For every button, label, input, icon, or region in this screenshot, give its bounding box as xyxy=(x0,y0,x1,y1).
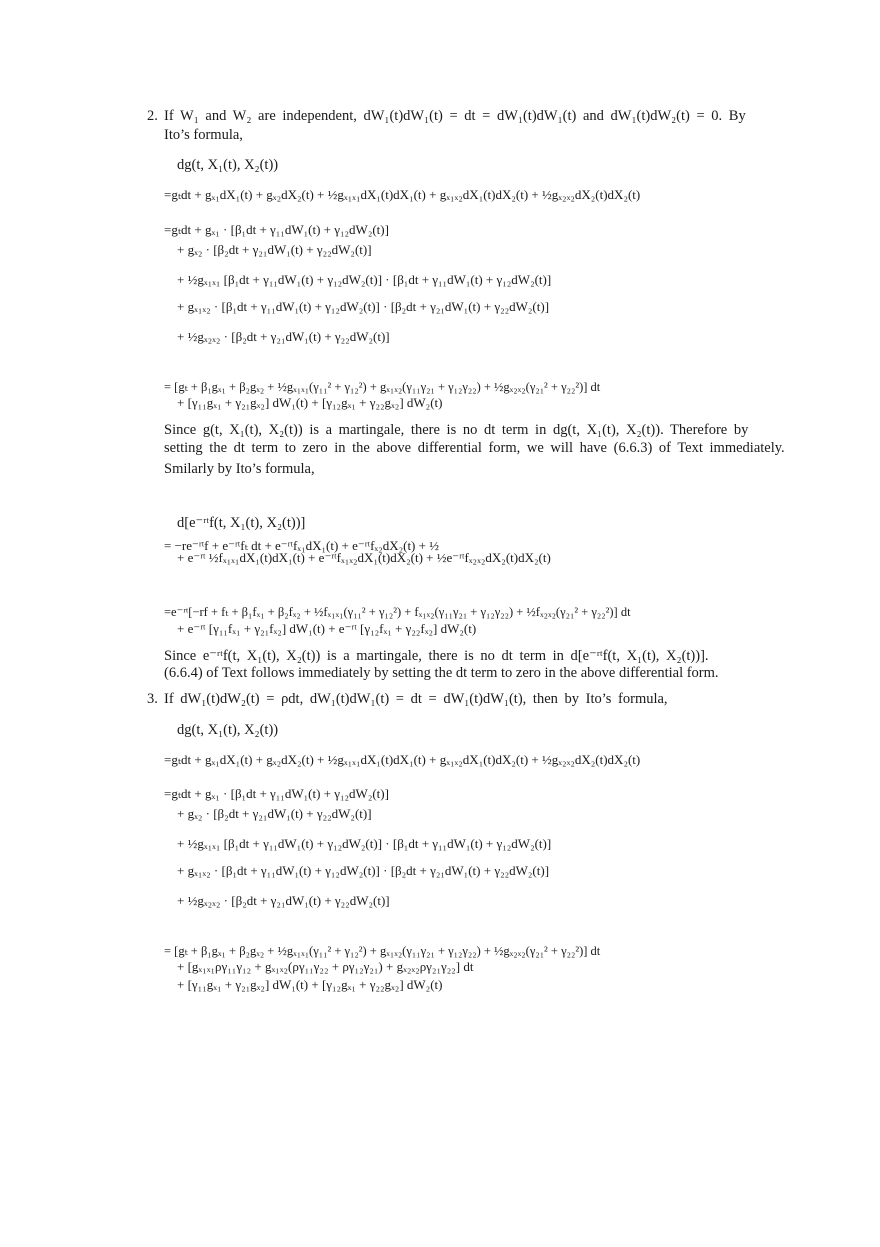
equation-line: + gₓ₂ · [β₂dt + γ₂₁dW₁(t) + γ₂₂dW₂(t)] xyxy=(177,806,372,821)
paragraph-line: Since g(t, X₁(t), X₂(t)) is a martingale, there is no dt term in dg(t, X₁(t), X₂(t)). Therefore by xyxy=(164,422,749,438)
equation-lhs: dg(t, X₁(t), X₂(t)) xyxy=(177,722,279,738)
equation-line: =gₜdt + gₓ₁dX₁(t) + gₓ₂dX₂(t) + ½gₓ₁ₓ₁dX₁(t)dX₁(t) + gₓ₁ₓ₂dX₁(t)dX₂(t) + ½gₓ₂ₓ₂dX₂(t)dX₂(t) xyxy=(164,187,641,202)
equation-line: + ½gₓ₁ₓ₁ [β₁dt + γ₁₁dW₁(t) + γ₁₂dW₂(t)] · [β₁dt + γ₁₁dW₁(t) + γ₁₂dW₂(t)] xyxy=(177,836,552,851)
paragraph-line: If dW₁(t)dW₂(t) = ρdt, dW₁(t)dW₁(t) = dt = dW₁(t)dW₁(t), then by Ito’s formula, xyxy=(164,691,668,707)
equation-line: + e⁻ʳᵗ ½fₓ₁ₓ₁dX₁(t)dX₁(t) + e⁻ʳᵗfₓ₁ₓ₂dX₁(t)dX₂(t) + ½e⁻ʳᵗfₓ₂ₓ₂dX₂(t)dX₂(t) xyxy=(177,550,551,565)
equation-lhs: d[e⁻ʳᵗf(t, X₁(t), X₂(t))] xyxy=(177,515,306,531)
equation-lhs: dg(t, X₁(t), X₂(t)) xyxy=(177,157,279,173)
item-number: 2. xyxy=(147,108,158,124)
paragraph-line: Smilarly by Ito’s formula, xyxy=(164,461,315,477)
equation-line: = −re⁻ʳᵗf + e⁻ʳᵗfₜ dt + e⁻ʳᵗfₓ₁dX₁(t) + e⁻ʳᵗfₓ₂dX₂(t) + ½ xyxy=(164,538,439,553)
equation-line: + [gₓ₁ₓ₁ργ₁₁γ₁₂ + gₓ₁ₓ₂(ργ₁₁γ₂₂ + ργ₁₂γ₂₁) + gₓ₂ₓ₂ργ₂₁γ₂₂] dt xyxy=(177,959,474,974)
item-number: 3. xyxy=(147,691,158,707)
equation-line: + ½gₓ₂ₓ₂ · [β₂dt + γ₂₁dW₁(t) + γ₂₂dW₂(t)] xyxy=(177,329,390,344)
paragraph-line: setting the dt term to zero in the above differential form, we will have (6.6.3) of Text immediately. xyxy=(164,440,785,456)
equation-line: + e⁻ʳᵗ [γ₁₁fₓ₁ + γ₂₁fₓ₂] dW₁(t) + e⁻ʳᵗ [γ₁₂fₓ₁ + γ₂₂fₓ₂] dW₂(t) xyxy=(177,621,477,636)
equation-line: =gₜdt + gₓ₁ · [β₁dt + γ₁₁dW₁(t) + γ₁₂dW₂(t)] xyxy=(164,786,389,801)
equation-line: =gₜdt + gₓ₁dX₁(t) + gₓ₂dX₂(t) + ½gₓ₁ₓ₁dX₁(t)dX₁(t) + gₓ₁ₓ₂dX₁(t)dX₂(t) + ½gₓ₂ₓ₂dX₂(t)dX₂(t) xyxy=(164,752,641,767)
paragraph-line: Ito’s formula, xyxy=(164,127,243,143)
equation-line: + ½gₓ₁ₓ₁ [β₁dt + γ₁₁dW₁(t) + γ₁₂dW₂(t)] · [β₁dt + γ₁₁dW₁(t) + γ₁₂dW₂(t)] xyxy=(177,272,552,287)
equation-line: + [γ₁₁gₓ₁ + γ₂₁gₓ₂] dW₁(t) + [γ₁₂gₓ₁ + γ₂₂gₓ₂] dW₂(t) xyxy=(177,395,443,410)
equation-line: = [gₜ + β₁gₓ₁ + β₂gₓ₂ + ½gₓ₁ₓ₁(γ₁₁² + γ₁₂²) + gₓ₁ₓ₂(γ₁₁γ₂₁ + γ₁₂γ₂₂) + ½gₓ₂ₓ₂(γ₂₁² + γ₂₂²)] dt xyxy=(164,380,601,394)
equation-line: + ½gₓ₂ₓ₂ · [β₂dt + γ₂₁dW₁(t) + γ₂₂dW₂(t)] xyxy=(177,893,390,908)
equation-line: = [gₜ + β₁gₓ₁ + β₂gₓ₂ + ½gₓ₁ₓ₁(γ₁₁² + γ₁₂²) + gₓ₁ₓ₂(γ₁₁γ₂₁ + γ₁₂γ₂₂) + ½gₓ₂ₓ₂(γ₂₁² + γ₂₂²)] dt xyxy=(164,944,601,958)
equation-line: =e⁻ʳᵗ[−rf + fₜ + β₁fₓ₁ + β₂fₓ₂ + ½fₓ₁ₓ₁(γ₁₁² + γ₁₂²) + fₓ₁ₓ₂(γ₁₁γ₂₁ + γ₁₂γ₂₂) + ½fₓ₂ₓ₂(γ₂₁² + γ₂₂²)] dt xyxy=(164,605,631,619)
equation-line: + gₓ₁ₓ₂ · [β₁dt + γ₁₁dW₁(t) + γ₁₂dW₂(t)] · [β₂dt + γ₂₁dW₁(t) + γ₂₂dW₂(t)] xyxy=(177,299,550,314)
paragraph-line: (6.6.4) of Text follows immediately by setting the dt term to zero in the above differential form. xyxy=(164,665,719,681)
equation-line: + gₓ₂ · [β₂dt + γ₂₁dW₁(t) + γ₂₂dW₂(t)] xyxy=(177,242,372,257)
equation-line: + gₓ₁ₓ₂ · [β₁dt + γ₁₁dW₁(t) + γ₁₂dW₂(t)] · [β₂dt + γ₂₁dW₁(t) + γ₂₂dW₂(t)] xyxy=(177,863,550,878)
equation-line: + [γ₁₁gₓ₁ + γ₂₁gₓ₂] dW₁(t) + [γ₁₂gₓ₁ + γ₂₂gₓ₂] dW₂(t) xyxy=(177,977,443,992)
paragraph-line: Since e⁻ʳᵗf(t, X₁(t), X₂(t)) is a martingale, there is no dt term in d[e⁻ʳᵗf(t, X₁(t), X₂(t))]. xyxy=(164,648,709,664)
paragraph-line: If W₁ and W₂ are independent, dW₁(t)dW₁(t) = dt = dW₁(t)dW₁(t) and dW₁(t)dW₂(t) = 0. By xyxy=(164,108,746,124)
equation-line: =gₜdt + gₓ₁ · [β₁dt + γ₁₁dW₁(t) + γ₁₂dW₂(t)] xyxy=(164,222,389,237)
